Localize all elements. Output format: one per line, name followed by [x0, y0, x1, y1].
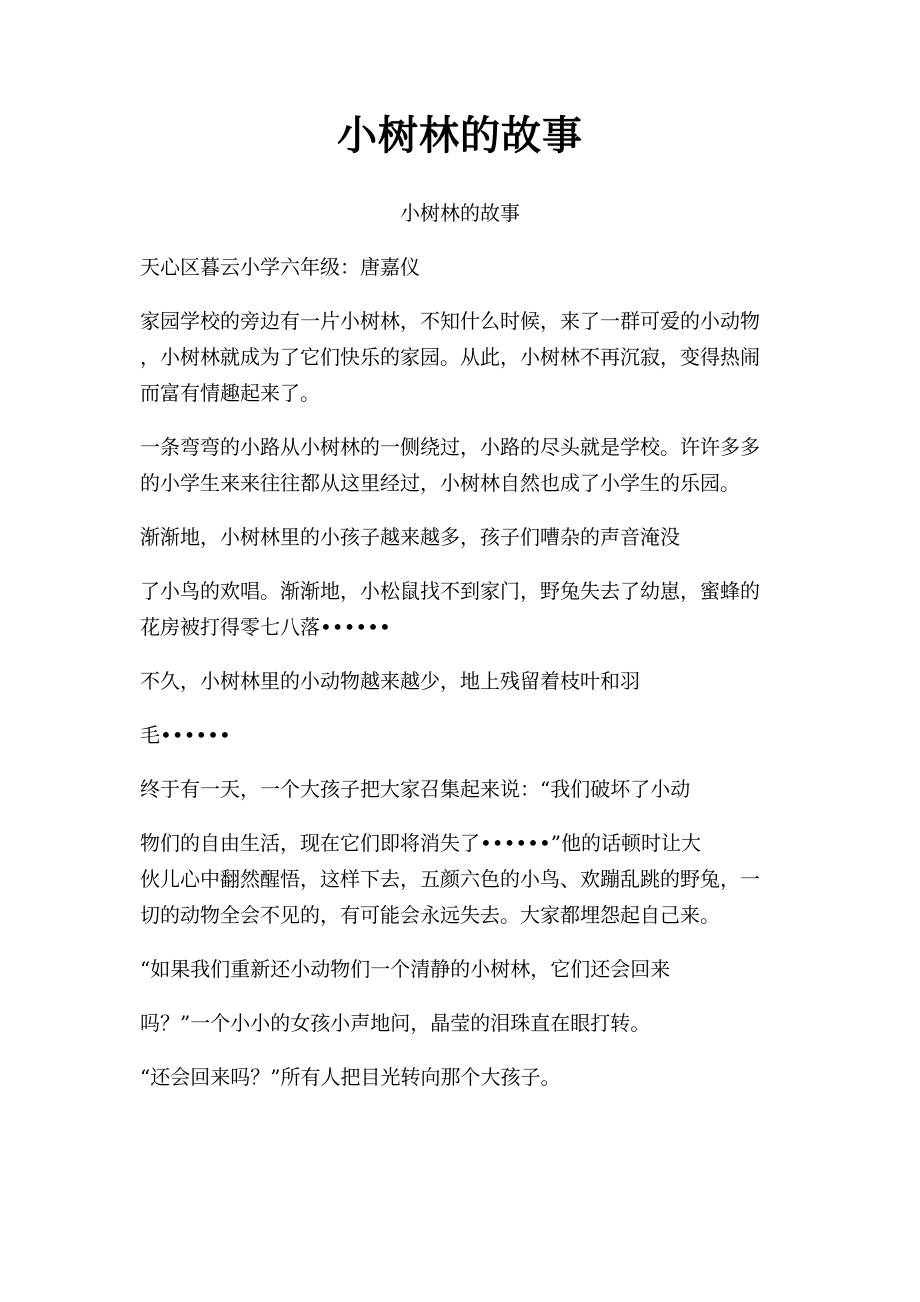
paragraph-line: 物们的自由生活，现在它们即将消失了••••••”他的话顿时让大: [140, 831, 702, 855]
paragraph: [140, 951, 785, 987]
paragraph-line: 而富有情趣起来了。: [140, 381, 320, 405]
paragraph: [140, 249, 785, 285]
paragraph-line: 不久，小树林里的小动物越来越少，地上残留着枝叶和羽: [140, 669, 640, 693]
paragraph: [140, 429, 785, 501]
paragraph-line: 伙儿心中翻然醒悟，这样下去，五颜六色的小鸟、欢蹦乱跳的野兔，一: [140, 867, 760, 891]
paragraph-line: 了小鸟的欢唱。渐渐地，小松鼠找不到家门，野兔失去了幼崽，蜜蜂的: [140, 579, 760, 603]
document-title: 小树林的故事: [337, 112, 583, 159]
paragraph: [140, 573, 785, 645]
paragraph-line: 渐渐地，小树林里的小孩子越来越多，孩子们嘈杂的声音淹没: [140, 525, 680, 549]
paragraph-line: 花房被打得零七八落••••••: [140, 615, 391, 639]
document-subtitle: 小树林的故事: [400, 201, 520, 225]
paragraph-line: “还会回来吗？”所有人把目光转向那个大孩子。: [140, 1065, 561, 1089]
paragraph-line: 天心区暮云小学六年级：唐嘉仪: [140, 255, 420, 279]
paragraph: [140, 717, 785, 753]
paragraph-line: 吗？”一个小小的女孩小声地问，晶莹的泪珠直在眼打转。: [140, 1011, 651, 1035]
paragraph: [140, 519, 785, 555]
paragraph: [140, 303, 785, 411]
paragraph: [140, 663, 785, 699]
document-body: [140, 249, 785, 1113]
paragraph: [140, 1005, 785, 1041]
paragraph-line: 家园学校的旁边有一片小树林，不知什么时候，来了一群可爱的小动物: [140, 309, 760, 333]
paragraph-line: 的小学生来来往往都从这里经过，小树林自然也成了小学生的乐园。: [140, 471, 740, 495]
paragraph-line: 终于有一天，一个大孩子把大家召集起来说：“我们破坏了小动: [140, 777, 691, 801]
paragraph-line: ，小树林就成为了它们快乐的家园。从此，小树林不再沉寂，变得热闹: [140, 345, 760, 369]
paragraph-line: 毛••••••: [140, 723, 231, 747]
paragraph: [140, 825, 785, 933]
paragraph: [140, 771, 785, 807]
paragraph-line: “如果我们重新还小动物们一个清静的小树林，它们还会回来: [140, 957, 671, 981]
paragraph-line: 一条弯弯的小路从小树林的一侧绕过，小路的尽头就是学校。许许多多: [140, 435, 760, 459]
paragraph-line: 切的动物全会不见的，有可能会永远失去。大家都埋怨起自己来。: [140, 903, 720, 927]
paragraph: [140, 1059, 785, 1095]
